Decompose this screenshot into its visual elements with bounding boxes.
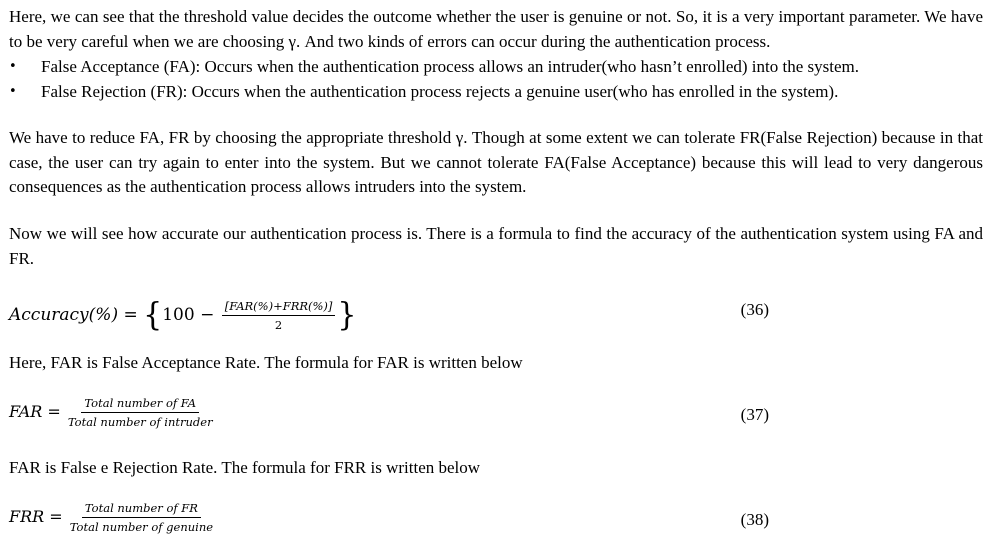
paragraph-far-intro: Here, FAR is False Acceptance Rate. The formula for FAR is written below (9, 353, 523, 372)
brace-open: { (143, 296, 163, 334)
fraction (68, 396, 213, 429)
fraction (70, 501, 213, 534)
error-types-list (9, 55, 983, 104)
paragraph-accuracy-intro: Now we will see how accurate our authentication process is. There is a formula to find the accuracy of the authentication system using FA and FR. (9, 224, 983, 268)
equation-lhs: FAR = (9, 402, 61, 421)
list-item-text: False Rejection (FR): Occurs when the authentication process rejects a genuine user(who has enrolled in the system). (41, 81, 839, 101)
bullet-marker: • (9, 83, 17, 99)
fraction-numerator: [FAR(%)+FRR(%)] (222, 299, 336, 316)
list-item-false-acceptance (9, 55, 983, 80)
fraction (222, 299, 336, 332)
paragraph-threshold: Here, we can see that the threshold value decides the outcome whether the user is genuine or not. So, it is a very important parameter. We have to be very careful when we are choosing γ. And two kinds of errors can occur during the authentication process. (9, 7, 983, 51)
fraction-denominator: 2 (274, 318, 283, 332)
equation-number: (37) (740, 405, 769, 424)
fraction-numerator: Total number of FR (82, 501, 201, 518)
list-item-false-rejection (9, 80, 983, 105)
brace-close: } (337, 296, 357, 334)
equation-lead: 100 − (162, 305, 215, 325)
equation-frr (9, 501, 769, 541)
equation-accuracy (9, 293, 769, 334)
bullet-marker: • (9, 59, 17, 74)
fraction-denominator: Total number of genuine (69, 520, 214, 534)
equation-number: (38) (740, 510, 769, 529)
fraction-numerator: Total number of FA (81, 396, 199, 413)
paragraph-frr-intro: FAR is False e Rejection Rate. The formula for FRR is written below (9, 458, 481, 477)
list-item-text: False Acceptance (FA): Occurs when the authentication process allows an intruder(who hasn’t enrolled) into the system. (41, 57, 859, 76)
fraction-denominator: Total number of intruder (67, 415, 213, 429)
equation-number: (36) (740, 300, 769, 319)
equation-lhs: Accuracy(%) = (9, 305, 138, 325)
equation-far (9, 396, 769, 436)
paragraph-reduce-errors: We have to reduce FA, FR by choosing the appropriate threshold γ. Though at some extent we can tolerate FR(False Rejection) because in that case, the user can try again to enter into the system. But we cannot tolerate FA(False Acceptance) because this will lead to very dangerous consequences as the authentication process allows intruders into the system. (9, 128, 983, 196)
equation-lhs: FRR = (9, 507, 63, 526)
